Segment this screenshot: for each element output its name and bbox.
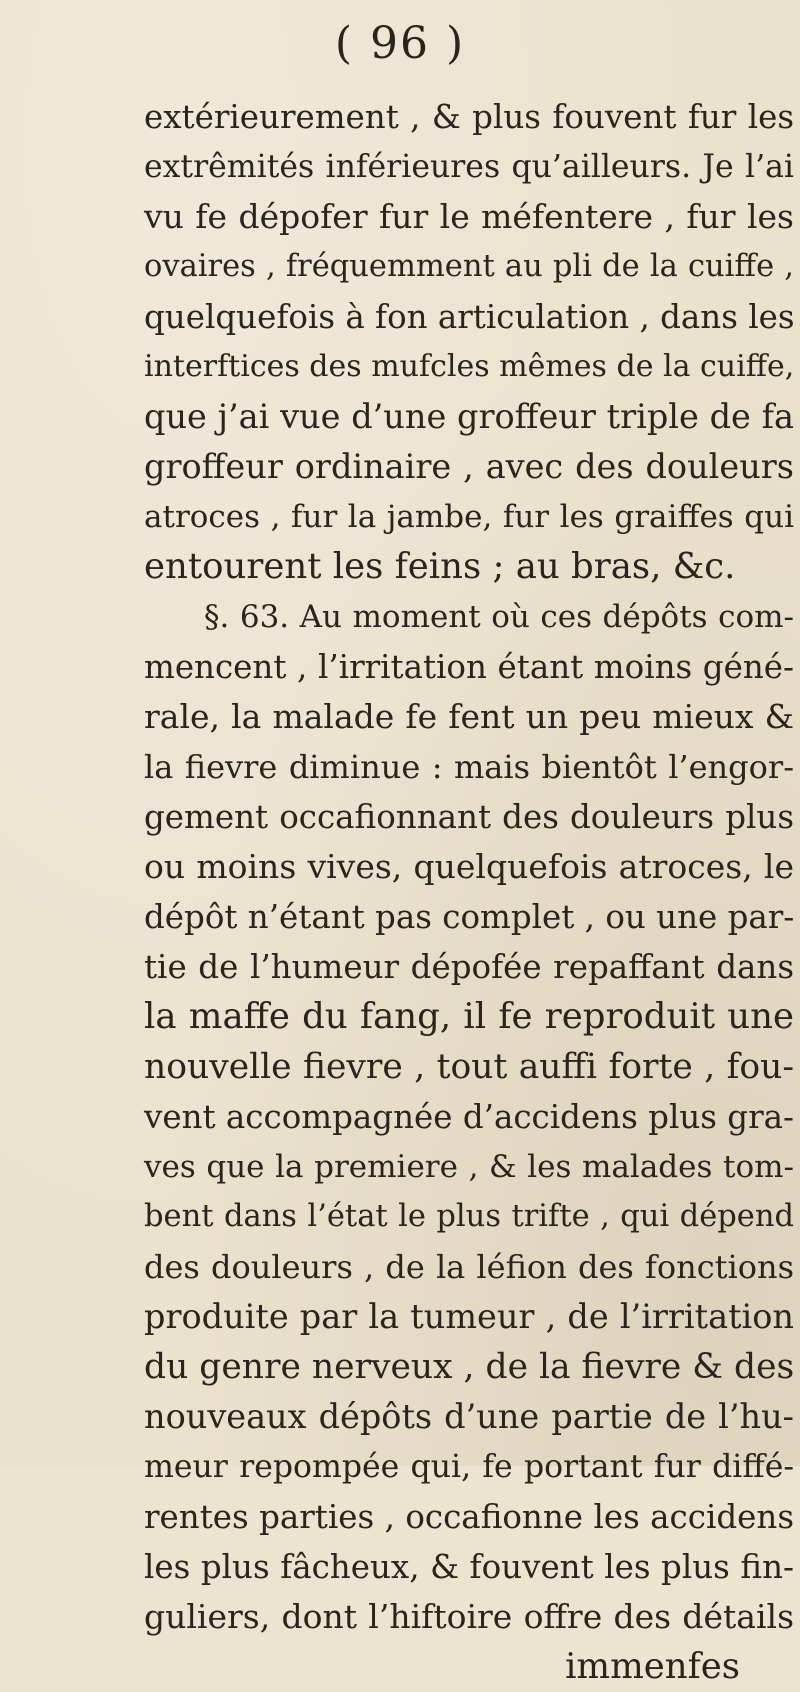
text-line: bent dans l’état le plus trifte , qui dépend	[144, 1199, 794, 1234]
text-line: rentes parties , occafionne les accidens	[144, 1498, 794, 1536]
text-line: extrêmités inférieures qu’ailleurs. Je l’ai	[144, 149, 794, 185]
text-line: mencent , l’irritation étant moins géné-	[144, 648, 794, 686]
text-line: ves que la premiere , & les malades tom-	[144, 1149, 794, 1185]
page-number: ( 96 )	[334, 18, 466, 69]
text-line: ou moins vives, quelquefois atroces, le	[144, 847, 794, 886]
text-line: nouvelle fievre , tout auffi forte , fou-	[144, 1047, 794, 1087]
section-start-line: §. 63. Au moment où ces dépôts com-	[204, 599, 794, 635]
text-line: ovaires , fréquemment au pli de la cuiffe ,	[144, 249, 794, 284]
text-line: extérieurement , & plus fouvent fur les	[144, 98, 794, 136]
text-line: groffeur ordinaire , avec des douleurs	[144, 447, 794, 486]
text-line: du genre nerveux , de la fievre & des	[144, 1347, 795, 1387]
text-line: atroces , fur la jambe, fur les graiffes qui	[144, 499, 794, 535]
text-line: entourent les feins ; au bras, &c.	[144, 546, 736, 587]
text-line: dépôt n’étant pas complet , ou une par-	[144, 898, 795, 936]
text-line: rale, la malade fe fent un peu mieux &	[144, 697, 794, 736]
text-line: nouveaux dépôts d’une partie de l’hu-	[144, 1397, 794, 1436]
text-line: vent accompagnée d’accidens plus gra-	[144, 1098, 794, 1136]
text-line: la maffe du fang, il fe reproduit une	[144, 996, 794, 1037]
text-line: interftices des mufcles mêmes de la cuiffe,	[144, 349, 795, 384]
text-line: que j’ai vue d’une groffeur triple de fa	[144, 397, 794, 436]
text-line: gement occafionnant des douleurs plus	[144, 798, 794, 836]
text-line: quelquefois à fon articulation , dans les	[144, 298, 795, 336]
text-line: des douleurs , de la léfion des fonctions	[144, 1248, 794, 1286]
text-line: guliers, dont l’hiftoire offre des détails	[144, 1597, 794, 1636]
catchword: immenfes	[565, 1646, 740, 1687]
text-line: meur repompée qui, fe portant fur diffé-	[144, 1449, 794, 1485]
text-line: les plus fâcheux, & fouvent les plus fin-	[144, 1548, 794, 1586]
text-line: tie de l’humeur dépofée repaffant dans	[144, 948, 794, 986]
text-line: la fievre diminue : mais bientôt l’engor-	[144, 748, 794, 786]
body-text	[144, 92, 794, 1692]
text-line: produite par la tumeur , de l’irritation	[144, 1297, 794, 1336]
text-line: vu fe dépofer fur le méfentere , fur les	[144, 197, 794, 236]
